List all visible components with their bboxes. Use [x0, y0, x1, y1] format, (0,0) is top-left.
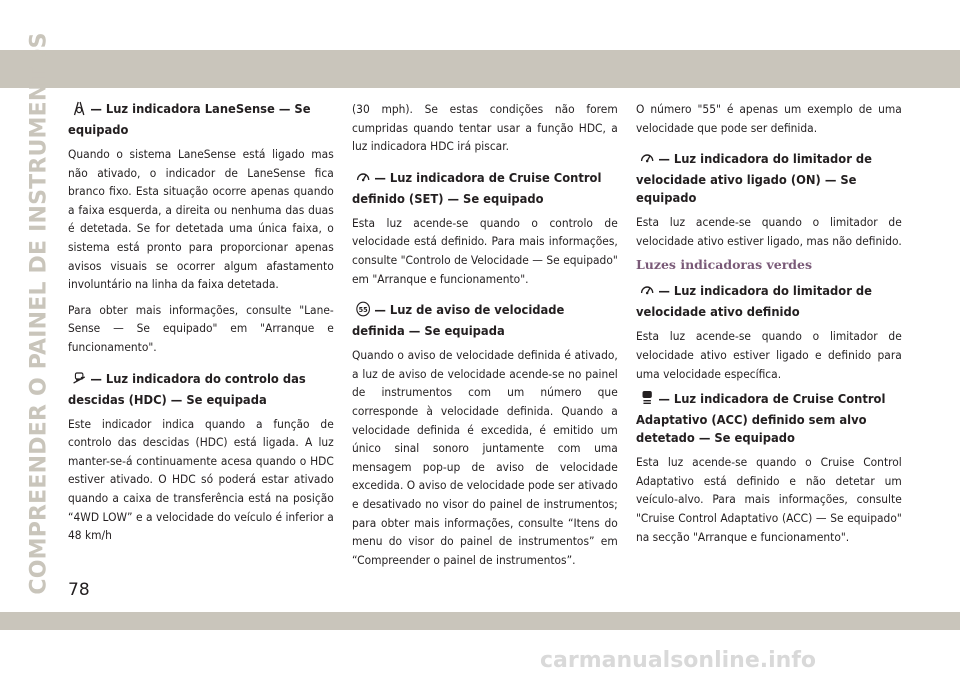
heading-limiter-on-text: — Luz indicadora do limitador de velocidade ativo ligado (ON) — Se equipado: [636, 151, 872, 206]
speed-example-paragraph: O número "55" é apenas um exemplo de uma velocidade que pode ser definida.: [636, 102, 902, 135]
page-number: 78: [68, 580, 90, 600]
heading-hdc-text: — Luz indicadora do controlo das descidas (HDC) — Se equipada: [68, 370, 306, 407]
cruise-control-icon: [356, 169, 371, 190]
lanesense-icon: [72, 100, 87, 121]
heading-cruise-set-text: — Luz indicadora de Cruise Control definido (SET) — Se equipado: [352, 169, 602, 206]
hdc-paragraph: Este indicador indica quando a função de controlo das descidas (HDC) está ligada. A luz manter-se-á continuamente acesa quando o HDC estiver ativado. O HDC só poderá estar ativado quando a caixa de transferência está na posição “4WD LOW” e a velocidade do veículo é inferior a 48 km/h: [68, 416, 334, 543]
limiter-on-paragraph: Esta luz acende-se quando o limitador de velocidade ativo estiver ligado, mas não definido.: [636, 215, 902, 248]
column-3: [636, 100, 902, 553]
speed-warning-icon-number: 55: [358, 305, 368, 315]
acc-car-icon: [640, 390, 655, 411]
speed-warning-icon: [356, 301, 371, 322]
heading-speed-warning: [352, 301, 619, 340]
heading-speed-warning-text: — Luz de aviso de velocidade definida — Se equipada: [352, 302, 565, 339]
top-header-bar: [0, 0, 960, 88]
heading-limiter-on: [636, 150, 903, 207]
speed-limiter-set-icon: [640, 282, 655, 303]
speed-warning-paragraph: Quando o aviso de velocidade definida é ativado, a luz de aviso de velocidade acende-se no painel de instrumentos com um número que corresponde à velocidade definida. Quando a velocidade definida é excedida, é emitido um único sinal sonoro juntamente com uma mensagem pop-up de aviso de velocidade excedida. O aviso de velocidade pode ser ativado e desativado no visor do painel de instrumentos; para obter mais informações, consulte “Itens do menu do visor do painel de instrumentos” em “Compreender o painel de instrumentos”.: [352, 348, 618, 567]
lanesense-paragraph-2: Para obter mais informações, consulte "Lane-Sense — Se equipado" em "Arranque e funcionamento".: [68, 302, 334, 354]
column-1: [68, 100, 334, 552]
hdc-paragraph-continued: (30 mph). Se estas condições não forem cumpridas quando tentar usar a função HDC, a luz indicadora HDC irá piscar.: [352, 102, 618, 154]
bottom-gray-band: [0, 612, 960, 630]
heading-lanesense-text: — Luz indicadora LaneSense — Se equipado: [68, 101, 311, 137]
heading-acc-text: — Luz indicadora de Cruise Control Adaptativo (ACC) definido sem alvo detetado — Se equipado: [636, 391, 886, 446]
lanesense-paragraph-1: Quando o sistema LaneSense está ligado mas não ativado, o indicador de LaneSense fica branco fixo. Esta situação ocorre apenas quando a faixa esquerda, a direita ou nenhuma das duas é detetada. Se for detetada uma única faixa, o sistema está pronto para proporcionar apenas avisos visuais se ocorrer algum afastamento involuntário na linha da faixa detetada.: [68, 147, 334, 292]
heading-hdc: [68, 370, 335, 409]
heading-limiter-set: [636, 282, 903, 321]
top-gray-band: [0, 50, 960, 88]
limiter-set-paragraph: Esta luz acende-se quando o limitador de velocidade ativo estiver ligado e definido para uma velocidade específica.: [636, 329, 902, 381]
chapter-title-text: COMPREENDER O PAINEL DE INSTRUMENTOS: [26, 31, 52, 595]
heading-cruise-set: [352, 169, 619, 208]
hdc-icon: [72, 370, 87, 391]
acc-paragraph: Esta luz acende-se quando o Cruise Control Adaptativo está definido e não detetar um veículo-alvo. Para mais informações, consulte "Cruise Control Adaptativo (ACC) — Se equipado" na secção "Arranque e funcionamento".: [636, 455, 902, 544]
cruise-set-paragraph: Esta luz acende-se quando o controlo de velocidade está definido. Para mais informações, consulte "Controlo de Velocidade — Se equipado" em "Arranque e funcionamento".: [352, 215, 618, 286]
watermark-text: carmanualsonline.info: [540, 648, 816, 673]
heading-acc: [636, 390, 903, 447]
heading-lanesense: [68, 100, 335, 139]
speed-limiter-icon: [640, 150, 655, 171]
section-heading-green-lights: Luzes indicadoras verdes: [636, 257, 813, 273]
heading-limiter-set-text: — Luz indicadora do limitador de velocidade ativo definido: [636, 283, 872, 320]
column-2: [352, 100, 618, 576]
sidebar-chapter-title: [24, 31, 54, 595]
